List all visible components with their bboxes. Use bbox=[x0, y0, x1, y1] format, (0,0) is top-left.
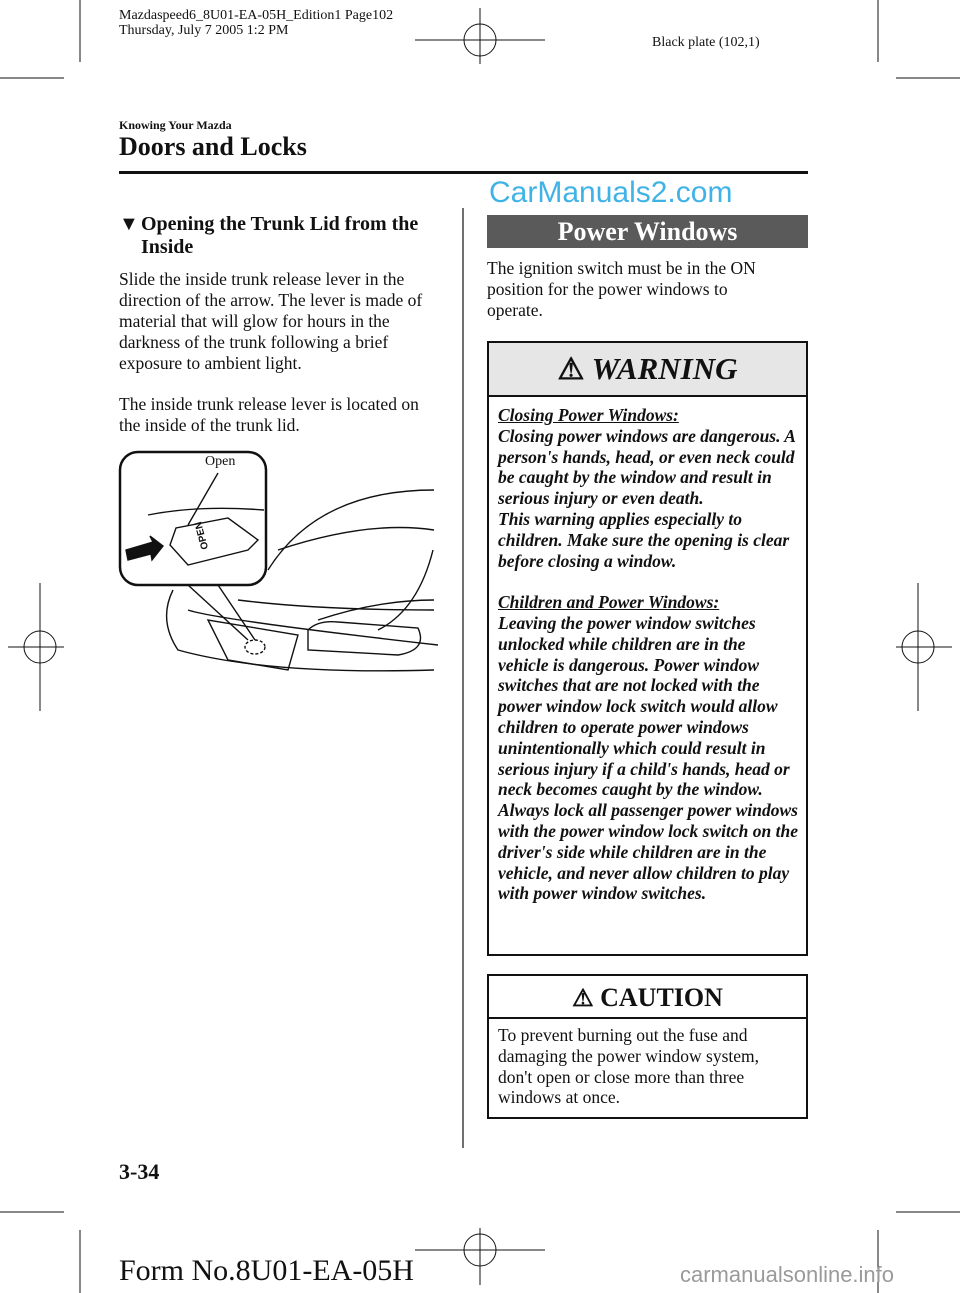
power-windows-intro: The ignition switch must be in the ON position for the power windows to operate. bbox=[487, 258, 756, 320]
triangle-marker-icon: ▼ bbox=[119, 213, 139, 235]
print-file-name: Mazdaspeed6_8U01-EA-05H_Edition1 Page102 bbox=[119, 8, 394, 23]
warning-header bbox=[489, 343, 806, 397]
warning-heading: Closing Power Windows: bbox=[498, 405, 679, 425]
watermark: CarManuals2.com bbox=[489, 176, 733, 209]
warning-section-closing bbox=[498, 405, 798, 571]
paragraph-trunk-release: Slide the inside trunk release lever in the direction of the arrow. The lever is made of material that will glow for hours in the darkness of the trunk following a brief exposure to ambient light. bbox=[119, 269, 423, 373]
warning-text: Closing power windows are dangerous. A person's hands, head, or even neck could be caught by the window and result in serious injury or even death. bbox=[498, 425, 795, 509]
print-meta bbox=[119, 8, 393, 38]
warning-heading: Children and Power Windows: bbox=[498, 592, 720, 613]
subsection-heading bbox=[119, 213, 439, 259]
site-watermark: carmanualsonline.info bbox=[680, 1262, 895, 1287]
paragraph-lever-location: The inside trunk release lever is located on the inside of the trunk lid. bbox=[119, 394, 419, 435]
trunk-figure bbox=[118, 450, 438, 690]
plate-label: Black plate (102,1) bbox=[652, 35, 760, 50]
warning-text: This warning applies especially to children. Make sure the opening is clear before closing a window. bbox=[498, 508, 790, 571]
warning-triangle-icon: ⚠ bbox=[557, 353, 585, 386]
lever-open-text: OPEN bbox=[193, 520, 212, 551]
figure-callout-open: Open bbox=[205, 454, 236, 469]
heading-text: Opening the Trunk Lid from the Inside bbox=[141, 213, 419, 258]
warning-section-children bbox=[498, 592, 798, 904]
warning-box bbox=[487, 341, 808, 956]
power-windows-title: Power Windows bbox=[487, 215, 808, 248]
print-date: Thursday, July 7 2005 1:2 PM bbox=[119, 23, 289, 38]
caution-triangle-icon: ⚠ bbox=[572, 986, 594, 1012]
form-number: Form No.8U01-EA-05H bbox=[119, 1254, 414, 1287]
title-rule bbox=[119, 171, 808, 174]
warning-text: Leaving the power window switches unlocked while children are in the vehicle is dangerous. Power window switches that are not locked with the power window lock switch would allow children to operate power windows unintentionally which could result in serious injury if a child's hands, head or neck becomes caught by the window. Always lock all passenger power windows with the power window lock switch on the driver's side while children are in the vehicle, and never allow children to play with power window switches. bbox=[498, 612, 798, 904]
warning-label: WARNING bbox=[591, 351, 738, 386]
section-label: Knowing Your Mazda bbox=[119, 118, 232, 132]
trunk-illustration bbox=[118, 450, 438, 690]
caution-box bbox=[487, 974, 808, 1119]
page-number: 3-34 bbox=[119, 1159, 160, 1184]
caution-header bbox=[489, 976, 806, 1019]
caution-label: CAUTION bbox=[600, 983, 723, 1012]
page-title: Doors and Locks bbox=[119, 132, 307, 161]
caution-text: To prevent burning out the fuse and damaging the power window system, don't open or close more than three windows at once. bbox=[498, 1025, 759, 1108]
